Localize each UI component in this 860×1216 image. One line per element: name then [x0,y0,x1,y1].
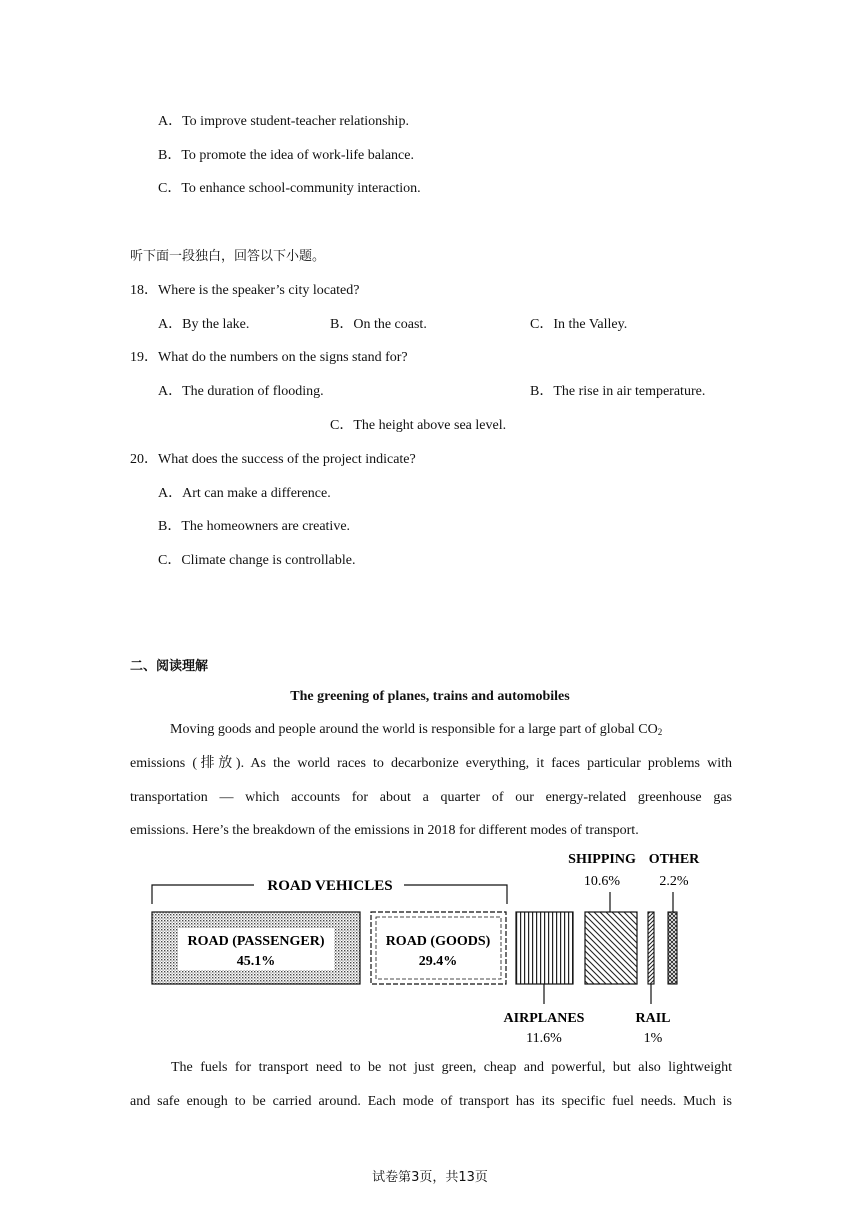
airplanes-value: 11.6% [526,1031,562,1046]
q20-question: 20．What does the success of the project indicate? [130,452,416,467]
q19-option-b: B．The rise in air temperature. [530,384,706,399]
road-vehicles-label: ROAD VEHICLES [267,878,393,894]
transport-emissions-chart [140,842,720,1052]
p2-line-1: The fuels for transport need to be not just green, cheap and powerful, but also lightweight [171,1060,732,1075]
q20-option-c: C．Climate change is controllable. [158,553,356,568]
p1-line-1 [170,720,662,742]
rail-bar [635,912,670,1046]
road-goods-label: ROAD (GOODS) [385,934,491,949]
rail-rect [648,912,654,984]
p1-line-3: transportation — which accounts for about a quarter of our energy-related greenhouse gas [130,790,732,805]
q20-option-a: A．Art can make a difference. [158,486,331,501]
q19-question: 19．What do the numbers on the signs stand for? [130,350,408,365]
shipping-value: 10.6% [583,874,621,889]
q17-option-a: A．To improve student-teacher relationship. [158,114,409,129]
q18-option-b: B．On the coast. [330,317,427,332]
road-passenger-label: ROAD (PASSENGER) [187,934,325,949]
other-bar [649,852,700,984]
airplanes-bar [504,912,585,1046]
airplanes-rect [516,912,573,984]
monologue-intro: 听下面一段独白，回答以下小题。 [130,249,326,264]
q19-option-c: C．The height above sea level. [330,418,507,433]
road-passenger-value: 45.1% [236,954,276,969]
road-goods-bar [371,912,506,984]
q18-question: 18．Where is the speaker’s city located? [130,283,360,298]
rail-label: RAIL [635,1011,671,1026]
p1-line-4: emissions. Here’s the breakdown of the emissions in 2018 for different modes of transport. [130,823,639,838]
road-passenger-bar [152,912,360,984]
other-label: OTHER [648,852,700,867]
q17-option-b: B．To promote the idea of work-life balance. [158,148,414,163]
road-goods-value: 29.4% [418,954,458,969]
page-footer: 试卷第3页，共13页 [372,1170,488,1185]
airplanes-label: AIRPLANES [503,1011,585,1026]
q18-option-c: C．In the Valley. [530,317,628,332]
shipping-bar [568,852,637,984]
shipping-label: SHIPPING [568,852,636,867]
co2-subscript: 2 [657,727,663,737]
other-rect [668,912,677,984]
other-value: 2.2% [659,874,689,889]
q18-option-a: A．By the lake. [158,317,250,332]
article-title: The greening of planes, trains and automobiles [290,689,570,704]
q17-option-c: C．To enhance school-community interaction. [158,181,421,196]
rail-value: 1% [643,1031,663,1046]
section-heading: 二、阅读理解 [130,659,209,674]
p2-line-2: and safe enough to be carried around. Each mode of transport has its specific fuel needs. Much is [130,1094,732,1109]
p1-line-1-text: Moving goods and people around the world is responsible for a large part of global CO [170,722,658,737]
q19-option-a: A．The duration of flooding. [158,384,324,399]
q20-option-b: B．The homeowners are creative. [158,519,351,534]
p1-line-2: emissions (排放). As the world races to decarbonize everything, it faces particular problems with [130,756,732,771]
shipping-rect [585,912,637,984]
